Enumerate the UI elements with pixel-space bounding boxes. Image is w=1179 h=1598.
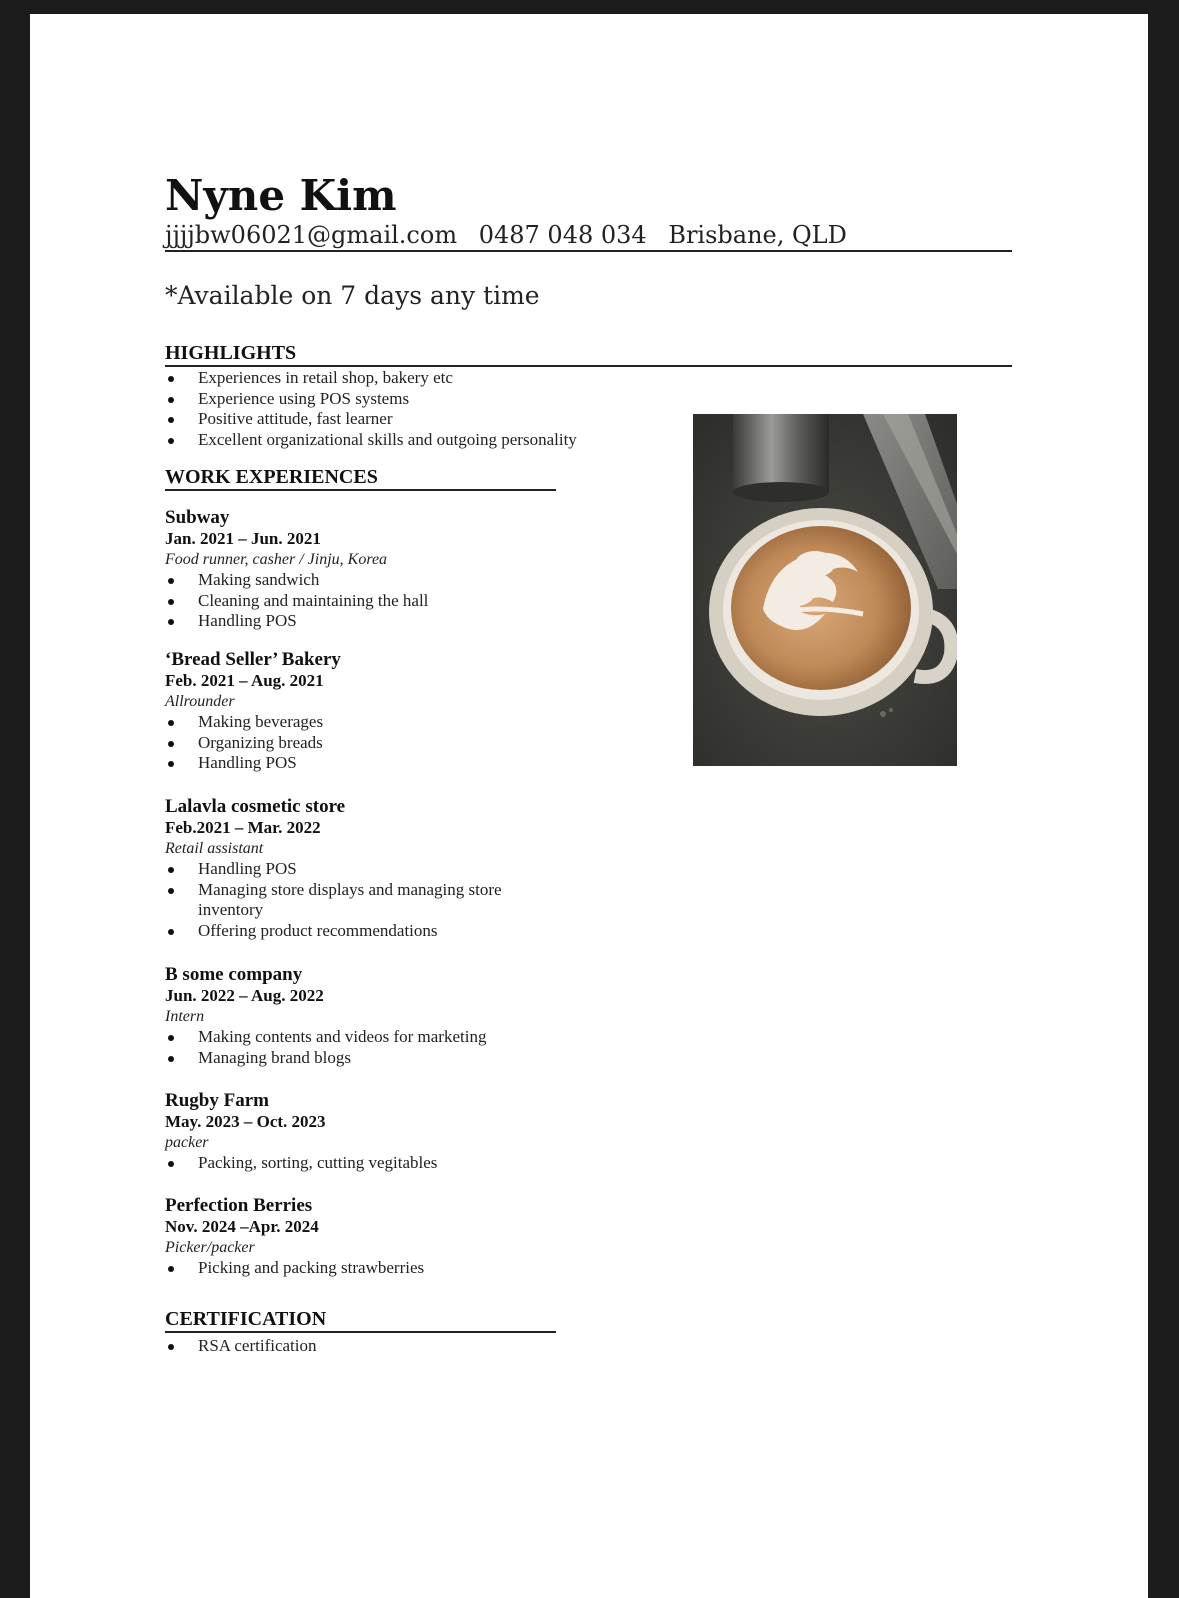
certification-item: RSA certification bbox=[165, 1336, 518, 1357]
coffee-cup-image bbox=[693, 414, 957, 766]
job-dates: Feb.2021 – Mar. 2022 bbox=[165, 818, 321, 837]
job-duties bbox=[165, 1153, 565, 1174]
resume-page bbox=[30, 14, 1148, 1598]
highlight-item: Experiences in retail shop, bakery etc bbox=[165, 368, 698, 389]
duty-item: Managing store displays and managing store inventory bbox=[165, 880, 518, 921]
availability-note: *Available on 7 days any time bbox=[165, 281, 540, 310]
candidate-name: Nyne Kim bbox=[165, 171, 397, 220]
duty-item: Picking and packing strawberries bbox=[165, 1258, 518, 1279]
job-role: Picker/packer bbox=[165, 1239, 255, 1256]
duty-item: Making contents and videos for marketing bbox=[165, 1027, 518, 1048]
certification-list bbox=[165, 1336, 518, 1357]
location-text: Brisbane, QLD bbox=[668, 221, 847, 249]
work-experiences-heading: WORK EXPERIENCES bbox=[165, 466, 556, 491]
job-duties bbox=[165, 859, 565, 942]
job-entry-bakery bbox=[165, 649, 565, 774]
highlights-list bbox=[165, 368, 698, 451]
job-entry-cosmetic-store bbox=[165, 796, 565, 942]
job-duties bbox=[165, 1027, 565, 1068]
job-entry-perfection-berries bbox=[165, 1195, 565, 1279]
job-company: Perfection Berries bbox=[165, 1195, 313, 1216]
job-dates: Jun. 2022 – Aug. 2022 bbox=[165, 986, 324, 1005]
certification-heading: CERTIFICATION bbox=[165, 1308, 556, 1333]
job-dates: May. 2023 – Oct. 2023 bbox=[165, 1112, 326, 1131]
job-duties bbox=[165, 1258, 565, 1279]
job-dates: Jan. 2021 – Jun. 2021 bbox=[165, 529, 321, 548]
job-duties bbox=[165, 712, 565, 774]
duty-item: Making beverages bbox=[165, 712, 518, 733]
duty-item: Handling POS bbox=[165, 859, 518, 880]
latte-art-photo bbox=[693, 414, 957, 766]
job-company: Lalavla cosmetic store bbox=[165, 796, 346, 817]
duty-item: Handling POS bbox=[165, 611, 518, 632]
job-role: Allrounder bbox=[165, 693, 235, 710]
job-entry-b-some-company bbox=[165, 964, 565, 1068]
phone-text: 0487 048 034 bbox=[478, 221, 647, 249]
highlight-item: Experience using POS systems bbox=[165, 389, 698, 410]
job-role: Food runner, casher / Jinju, Korea bbox=[165, 551, 388, 568]
job-company: Rugby Farm bbox=[165, 1090, 269, 1111]
highlight-item: Positive attitude, fast learner bbox=[165, 409, 698, 430]
job-company: ‘Bread Seller’ Bakery bbox=[165, 649, 341, 670]
email-text: jjjjbw06021@gmail.com bbox=[165, 221, 458, 249]
duty-item: Making sandwich bbox=[165, 570, 518, 591]
duty-item: Handling POS bbox=[165, 753, 518, 774]
job-dates: Nov. 2024 –Apr. 2024 bbox=[165, 1217, 319, 1236]
job-role: packer bbox=[165, 1134, 209, 1151]
job-dates: Feb. 2021 – Aug. 2021 bbox=[165, 671, 324, 690]
job-role: Retail assistant bbox=[165, 840, 264, 857]
duty-item: Offering product recommendations bbox=[165, 921, 518, 942]
highlights-heading: HIGHLIGHTS bbox=[165, 342, 1012, 367]
job-company: Subway bbox=[165, 507, 230, 528]
duty-item: Cleaning and maintaining the hall bbox=[165, 591, 518, 612]
contact-line bbox=[165, 220, 1012, 252]
duty-item: Packing, sorting, cutting vegitables bbox=[165, 1153, 518, 1174]
duty-item: Organizing breads bbox=[165, 733, 518, 754]
job-company: B some company bbox=[165, 964, 303, 985]
duty-item: Managing brand blogs bbox=[165, 1048, 518, 1069]
job-role: Intern bbox=[165, 1008, 205, 1025]
job-entry-subway bbox=[165, 507, 565, 632]
highlight-item: Excellent organizational skills and outgoing personality bbox=[165, 430, 698, 451]
job-entry-rugby-farm bbox=[165, 1090, 565, 1174]
job-duties bbox=[165, 570, 565, 632]
